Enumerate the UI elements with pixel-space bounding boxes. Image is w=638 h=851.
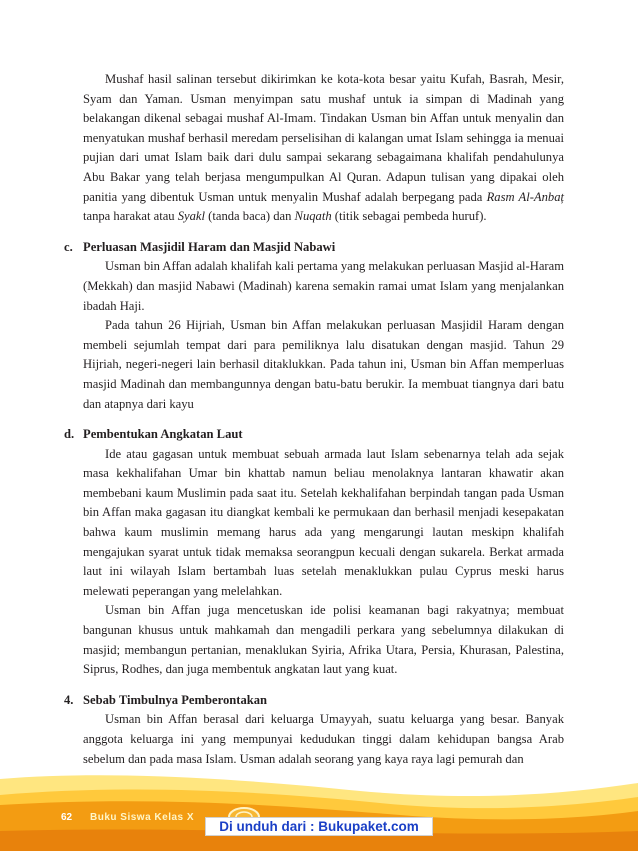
section-d-title: Pembentukan Angkatan Laut xyxy=(83,427,243,442)
footer-wave-graphic xyxy=(0,761,638,851)
section-4-heading xyxy=(64,691,564,711)
intro-italic-term: Nuqath xyxy=(294,209,332,224)
section-4-number: 4. xyxy=(64,692,74,707)
section-d-paragraph-2: Usman bin Affan juga mencetuskan ide polisi keamanan bagi rakyatnya; membuat bangunan khusus untuk mahkamah dan mengadili perkara yang sebelumnya dilakukan di masjid; membangun pertanian, menaklukan Syiria, Afrika Utara, Persia, Khurasan, Palestina, Siprus, Rodhes, dan juga membentuk angkatan laut yang kuat. xyxy=(83,603,564,677)
page-body xyxy=(64,70,564,769)
section-d-heading xyxy=(64,425,564,445)
section-c-paragraph-2: Pada tahun 26 Hijriah, Usman bin Affan melakukan perluasan Masjidil Haram dengan membeli sejumlah tempat dari para pemiliknya lalu disatukan dengan masjid. Tahun 29 Hijriah, negeri-negeri lain berhasil ditaklukkan. Pada tahun ini, Usman bin Affan memperluas masjid Madinah dan membangunnya dengan batu-batu berukir. Ia membuat tiangnya dari batu dan atapnya dari kayu xyxy=(83,318,564,411)
intro-text-run: (titik sebagai pembeda huruf). xyxy=(331,209,487,224)
section-d-paragraph-1: Ide atau gagasan untuk membuat sebuah armada laut Islam sebenarnya telah ada sejak masa kekhalifahan Umar bin khattab namun beliau menolaknya lantaran khawatir akan membebani kaum Muslimin pada saat itu. Setelah kekhalifahan berpindah tangan pada Usman bin Affan maka gagasan itu diangkat kembali ke permukaan dan berhasil menjadi kesepakatan bahwa kaum muslimin memang harus ada yang mengarungi lautan meskipn khalifah mengajukan syarat untuk tidak memaksa seorangpun kecuali dengan sukarela. Berkat armada laut ini wilayah Islam bertambah luas setelah menaklukkan pulau Cyprus meski harus melewati peperangan yang melelahkan. xyxy=(83,446,564,598)
footer-band xyxy=(0,761,638,851)
intro-italic-term: Rasm Al-Anbaț xyxy=(486,189,565,204)
intro-text-run: Mushaf hasil salinan tersebut dikirimkan ke kota-kota besar yaitu Kufah, Basrah, Mesir, Syam dan Yaman. Usman menyimpan satu mushaf untuk ia simpan di Madinah yang belakangan dikenal sebagai mushaf Al-Imam. Tindakan Usman bin Affan untuk menyalin dan menyatukan mushaf berhasil meredam perselisihan di kalangan umat Islam sehingga ia menuai pujian dari umat Islam baik dari dulu sampai sekarang sebagaimana khalifah pendahulunya Abu Bakar yang telah berjasa mengumpulkan Al Quran. Adapun tulisan yang dipakai oleh panitia yang dibentuk Usman untuk menyalin Mushaf adalah berpegang pada xyxy=(83,72,564,204)
section-c-heading xyxy=(64,238,564,258)
page-number: 62 xyxy=(61,812,73,823)
intro-text-run: (tanda baca) dan xyxy=(205,209,295,224)
download-banner[interactable]: Di unduh dari : Bukupaket.com xyxy=(205,817,433,836)
intro-text-run: tanpa harakat atau xyxy=(83,209,178,224)
intro-italic-term: Syakl xyxy=(177,209,206,224)
section-c-number: c. xyxy=(64,239,73,254)
section-4-title: Sebab Timbulnya Pemberontakan xyxy=(83,692,268,707)
intro-paragraph xyxy=(83,70,564,227)
book-title: Buku Siswa Kelas X xyxy=(90,812,195,823)
section-c-paragraph-1: Usman bin Affan adalah khalifah kali pertama yang melakukan perluasan Masjid al-Haram (Mekkah) dan masjid Nabawi (Madinah) karena semakin ramai umat Islam yang menjalankan ibadah Haji. xyxy=(83,259,564,313)
section-c-title: Perluasan Masjidil Haram dan Masjid Nabawi xyxy=(83,239,336,254)
section-d-number: d. xyxy=(64,427,75,442)
section-4-paragraph-1: Usman bin Affan berasal dari keluarga Umayyah, suatu keluarga yang besar. Banyak anggota keluarga ini yang mempunyai kedudukan tinggi dalam kehidupan bangsa Arab sebelum dan pada masa Islam. Usman adalah seorang yang kaya raya lagi pemurah dan xyxy=(83,712,564,766)
